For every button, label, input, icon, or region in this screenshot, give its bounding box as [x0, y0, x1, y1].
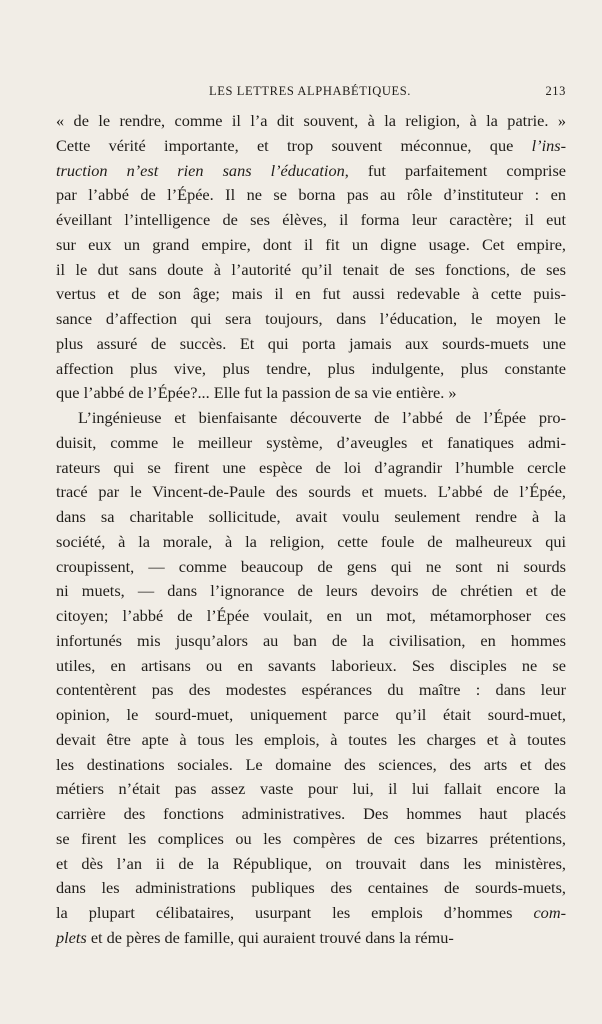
text-line: carrière des fonctions administratives. Des hommes haut placés	[56, 804, 566, 823]
running-title: LES LETTRES ALPHABÉTIQUES.	[208, 84, 412, 98]
text-line: société, à la morale, à la religion, cette foule de malheureux qui	[56, 531, 566, 551]
text-line: contentèrent pas des modestes espérances du maître : dans leur	[56, 680, 566, 700]
text-line: dans sa charitable sollicitude, avait voulu seulement rendre à la	[56, 507, 566, 526]
body-text	[56, 109, 566, 951]
text-line: infortunés mis jusqu’alors au ban de la civilisation, en hommes	[56, 630, 566, 650]
text-line: et dès l’an ii de la République, on trouvait dans les ministères,	[56, 853, 566, 873]
text-line: sur eux un grand empire, dont il fit un digne usage. Cet empire,	[56, 234, 566, 254]
text-line: métiers n’était pas assez vaste pour lui, il lui fallait encore la	[56, 779, 566, 799]
text-line: il le dut sans doute à l’autorité qu’il tenait de ses fonctions, de ses	[56, 259, 566, 279]
text-line: que l’abbé de l’Épée?... Elle fut la passion de sa vie entière. »	[56, 383, 457, 403]
page-number: 213	[545, 84, 566, 98]
text-line: citoyen; l’abbé de l’Épée voulait, en un mot, métamorphoser ces	[56, 606, 566, 625]
text-line: opinion, le sourd-muet, uniquement parce qu’il était sourd-muet,	[56, 705, 566, 724]
text-line: truction n’est rien sans l’éducation, fut parfaitement comprise	[56, 160, 567, 180]
text-line: par l’abbé de l’Épée. Il ne se borna pas au rôle d’instituteur : en	[56, 185, 566, 205]
text-line: tracé par le Vincent-de-Paule des sourds et muets. L’abbé de l’Épée,	[56, 482, 566, 502]
text-line: affection plus vive, plus tendre, plus indulgente, plus constante	[56, 358, 566, 378]
text-line: plus assuré de succès. Et qui porta jamais aux sourds-muets une	[56, 333, 566, 353]
text-line: se firent les complices ou les compères de ces bizarres prétentions,	[56, 828, 566, 848]
text-line: la plupart célibataires, usurpant les emplois d’hommes com-	[56, 903, 566, 922]
text-line: « de le rendre, comme il l’a dit souvent, à la religion, à la patrie. »	[56, 111, 566, 130]
text-line: L’ingénieuse et bienfaisante découverte de l’abbé de l’Épée pro-	[78, 408, 566, 427]
running-head	[54, 84, 566, 104]
text-line: ni muets, — dans l’ignorance de leurs devoirs de chrétien et de	[56, 581, 566, 601]
text-line: duisit, comme le meilleur système, d’aveugles et fanatiques admi-	[56, 432, 566, 452]
text-line: les destinations sociales. Le domaine des sciences, des arts et des	[56, 754, 566, 774]
text-line: devait être apte à tous les emplois, à toutes les charges et à toutes	[56, 729, 566, 749]
text-line: croupissent, — comme beaucoup de gens qui ne sont ni sourds	[56, 556, 566, 576]
text-line: Cette vérité importante, et trop souvent méconnue, que l’ins-	[56, 135, 566, 155]
text-line: sance d’affection qui sera toujours, dans l’éducation, le moyen le	[56, 309, 566, 328]
text-line: plets et de pères de famille, qui auraient trouvé dans la rému-	[56, 927, 454, 947]
text-line: vertus et de son âge; mais il en fut aussi redevable à cette puis-	[56, 284, 566, 304]
text-line: éveillant l’intelligence de ses élèves, il forma leur caractère; il eut	[56, 210, 566, 229]
text-line: rateurs qui se firent une espèce de loi d’agrandir l’humble cercle	[56, 457, 566, 477]
text-line: utiles, en artisans ou en savants laborieux. Ses disciples ne se	[56, 655, 566, 675]
text-line: dans les administrations publiques des centaines de sourds-muets,	[56, 878, 566, 898]
